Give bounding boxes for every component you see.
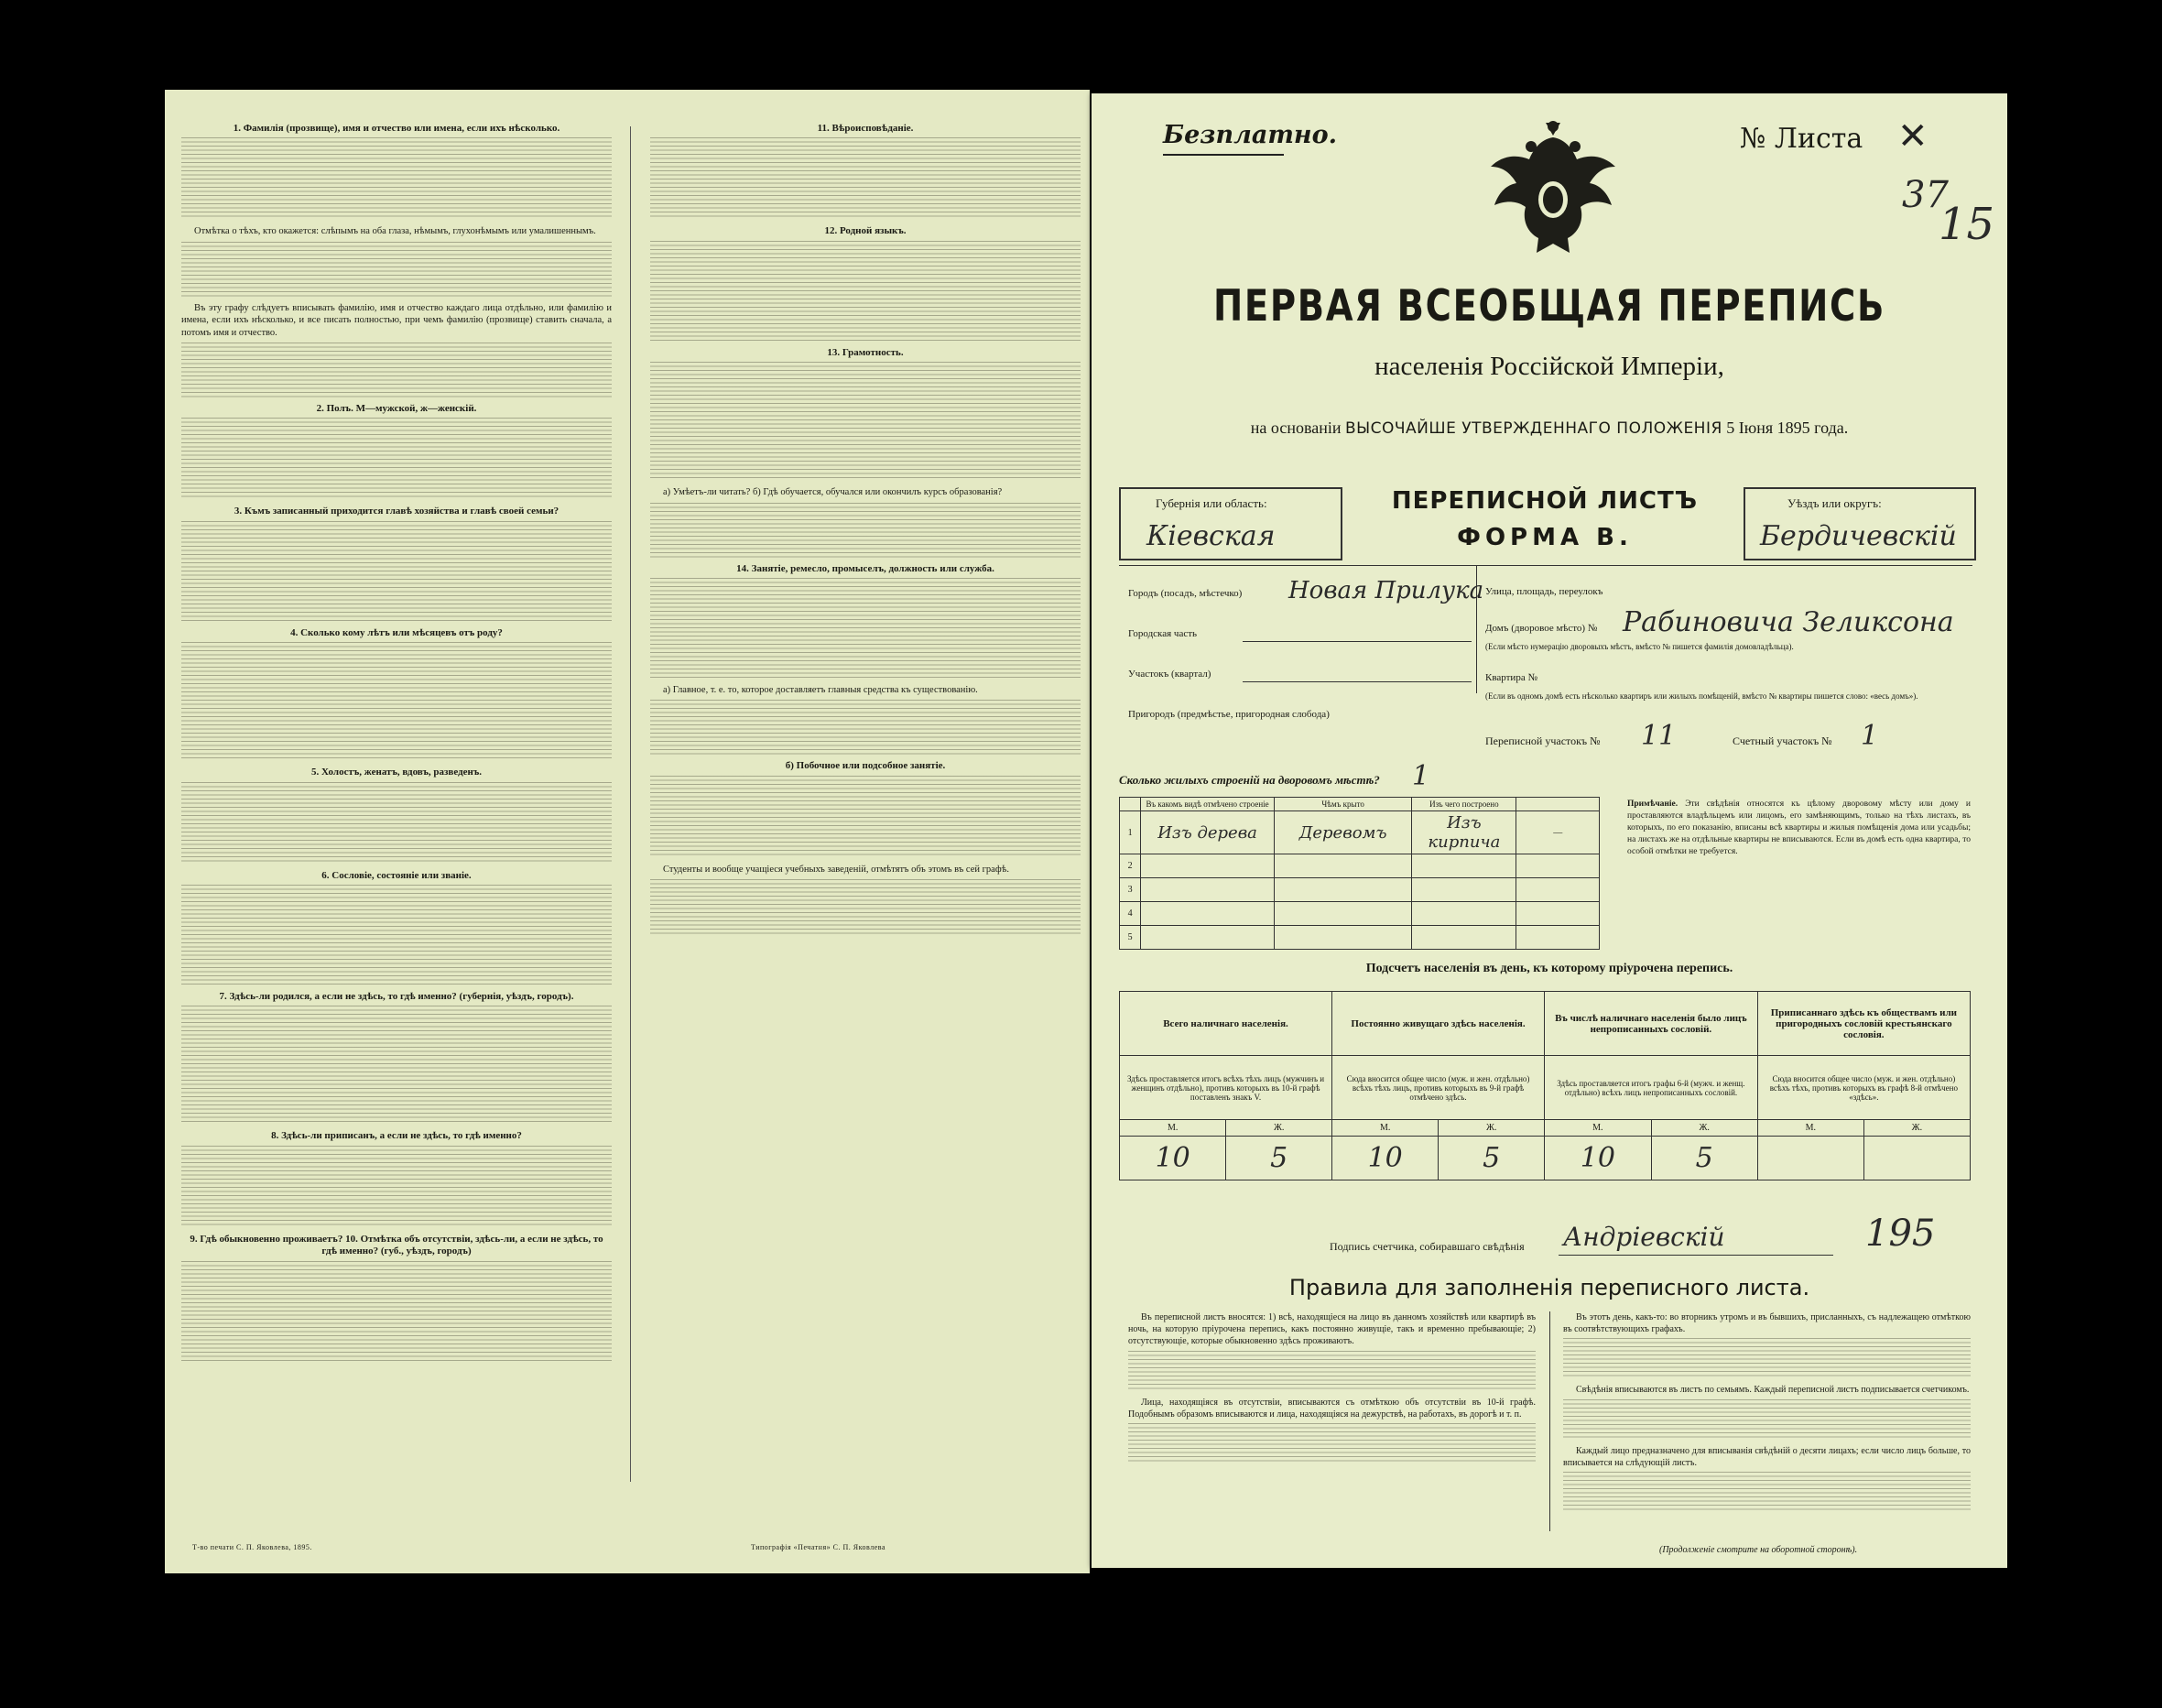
instruction-paragraph: а) Главное, т. е. то, которое доставляетъ главныя средства къ существованію.: [663, 685, 978, 696]
instruction-heading: 9. Гдѣ обыкновенно проживаетъ? 10. Отмѣтка объ отсутствіи, здѣсь-ли, а если не здѣсь, то гдѣ именно? (губ., уѣздъ, городъ): [190, 1233, 603, 1257]
dwelling-row: [1120, 854, 1600, 878]
count-header-3: Въ числѣ наличнаго населенія было лицъ непрописанныхъ сословій.: [1545, 992, 1758, 1056]
small-print-lines: [1563, 1399, 1971, 1440]
apt-label: Квартира №: [1485, 672, 1537, 683]
guberniya-value: Кіевская: [1146, 520, 1276, 552]
count-title: Подсчетъ населенія въ день, къ которому пріурочена перепись.: [1365, 962, 1733, 975]
dwelling-cell: Изъ дерева: [1141, 811, 1275, 854]
printer-note-left: Т-во печати С. П. Яковлева, 1895.: [192, 1543, 312, 1551]
instruction-heading: 13. Грамотность.: [827, 346, 904, 358]
small-print-lines: [181, 642, 612, 761]
small-print-lines: [650, 503, 1081, 558]
signature-value: Андріевскій: [1563, 1222, 1725, 1252]
dwelling-cell: Изъ кирпича: [1412, 811, 1516, 854]
dwelling-row-number: 2: [1120, 854, 1141, 878]
small-print-lines: [650, 137, 1081, 220]
dwellings-question: Сколько жилыхъ строеній на дворовомъ мѣстѣ?: [1119, 773, 1380, 787]
instruction-paragraph: Въ эту графу слѣдуетъ вписывать фамилію, имя и отчество каждаго лица отдѣльно, или фамилію и имена, если ихъ нѣсколько, и все писать полностью, при чемъ фамилію (прозвище) ставить сначала, а потомъ имя и отчество.: [181, 302, 612, 338]
dwelling-table: [1119, 797, 1600, 950]
handwritten-15: 15: [1939, 199, 1995, 250]
count-desc-4: Сюда вносится общее число (муж. и жен. отдѣльно) всѣхъ тѣхъ, противъ которыхъ въ графѣ 8-й отмѣчено «здѣсь».: [1757, 1056, 1970, 1120]
instruction-paragraph: Студенты и вообще учащіеся учебныхъ заведеній, отмѣтятъ объ этомъ въ сей графѣ.: [663, 864, 1009, 875]
male-header: М.: [1332, 1120, 1439, 1137]
guberniya-label: Губернія или область:: [1156, 496, 1267, 510]
count-header-2: Постоянно живущаго здѣсь населенія.: [1332, 992, 1545, 1056]
legal-basis: [1092, 419, 2007, 438]
apt-note: (Если въ одномъ домѣ есть нѣсколько квартиръ или жилыхъ помѣщеній, вмѣсто № квартиры пишется слово: «весь домъ»).: [1485, 691, 1918, 701]
dwelling-row-number: 3: [1120, 878, 1141, 902]
uezd-value: Бердичевскій: [1760, 520, 1957, 552]
female-header: Ж.: [1863, 1120, 1970, 1137]
count-desc-3: Здѣсь проставляется итогъ графы 6-й (мужч. и женщ. отдѣльно) всѣхъ лицъ непрописанныхъ сословій.: [1545, 1056, 1758, 1120]
dwellings-value: 1: [1412, 760, 1430, 792]
dwelling-row: [1120, 878, 1600, 902]
rules-title: Правила для заполненія переписного листа.: [1288, 1275, 1810, 1300]
count-header-4: Приписаннаго здѣсь къ обществамъ или пригородныхъ сословій крестьянскаго сословія.: [1757, 992, 1970, 1056]
instruction-paragraph: а) Умѣетъ-ли читать? б) Гдѣ обучается, обучался или окончилъ курсъ образованія?: [663, 487, 1003, 498]
instruction-heading: 12. Родной языкъ.: [824, 225, 907, 237]
small-print-lines: [181, 343, 612, 397]
count-desc-1: Здѣсь проставляется итогъ всѣхъ тѣхъ лицъ (мужчинъ и женщинъ отдѣльно), противъ которыхъ въ 10-й графѣ поставленъ знакъ V.: [1120, 1056, 1332, 1120]
dwelling-row-number: 5: [1120, 926, 1141, 950]
address-top-rule: [1119, 565, 1972, 566]
small-print-lines: [1128, 1351, 1536, 1391]
house-note: (Если мѣсто нумерацію дворовыхъ мѣстъ, вмѣсто № пишется фамилія домовладѣльца).: [1485, 642, 1794, 651]
rule-paragraph: Каждый лицо предназначено для вписыванія свѣдѣній о десяти лицахъ; если число лицъ больше, то вписывается на слѣдующій листъ.: [1563, 1445, 1971, 1468]
city-label: Городъ (посадъ, мѣстечко): [1128, 588, 1243, 599]
cross-mark-icon: ✕: [1897, 115, 1928, 158]
left-page-instructions: [165, 90, 1090, 1573]
instruction-heading: 5. Холостъ, женатъ, вдовъ, разведенъ.: [310, 767, 483, 778]
form-letter: ФОРМА В.: [1457, 524, 1633, 551]
dwelling-row-number: 1: [1120, 811, 1141, 854]
count-value: 5: [1226, 1137, 1332, 1180]
female-header: Ж.: [1226, 1120, 1332, 1137]
dwelling-header-2: Чѣмъ крыто: [1274, 798, 1411, 811]
basis-caps: ВЫСОЧАЙШЕ УТВЕРЖДЕННАГО ПОЛОЖЕНІЯ: [1344, 419, 1722, 438]
small-print-lines: [650, 362, 1081, 481]
small-print-lines: [650, 241, 1081, 342]
rule-paragraph: Въ переписной листъ вносятся: 1) всѣ, находящіеся на лицо въ данномъ хозяйствѣ или квартирѣ въ ночь, на которую пріурочена перепись, какъ постоянно живущіе, такъ и временно пребывающіе; 2) отсутствующіе, которые обыкновенно здѣсь проживаютъ.: [1128, 1312, 1536, 1347]
instruction-heading: 6. Сословіе, состояніе или званіе.: [321, 869, 472, 881]
instructions-column-2: [650, 117, 1081, 1518]
count-desc-2: Сюда вносится общее число (муж. и жен. отдѣльно) всѣхъ тѣхъ лицъ, противъ которыхъ въ 9-й графѣ отмѣчено здѣсь.: [1332, 1056, 1545, 1120]
basis-prefix: на основаніи: [1250, 419, 1342, 437]
small-print-lines: [650, 578, 1081, 679]
instruction-heading: 8. Здѣсь-ли приписанъ, а если не здѣсь, то гдѣ именно?: [271, 1130, 522, 1142]
suburb-label: Пригородъ (предмѣстье, пригородная слобода): [1128, 709, 1330, 720]
printer-note-right: Типографія «Печатня» С. П. Яковлева: [751, 1543, 885, 1551]
small-print-lines: [181, 137, 612, 220]
house-value: Рабиновича Зеликсона: [1623, 606, 1954, 638]
count-value: [1757, 1137, 1863, 1180]
dwelling-row-number: 4: [1120, 902, 1141, 926]
double-headed-eagle-icon: [1485, 119, 1621, 256]
male-header: М.: [1757, 1120, 1863, 1137]
dwelling-row: [1120, 926, 1600, 950]
counter-district-value: 1: [1861, 720, 1879, 752]
sheet-number-label: № Листа: [1740, 123, 1863, 155]
dwelling-header-1: Въ какомъ видѣ отмѣчено строеніе: [1141, 798, 1275, 811]
rules-continuation: (Продолженіе смотрите на оборотной сторонѣ).: [1659, 1545, 1858, 1555]
dwelling-note: [1627, 799, 1971, 858]
instruction-heading: 11. Вѣроисповѣданіе.: [817, 123, 914, 134]
dwelling-row: [1120, 902, 1600, 926]
small-print-lines: [181, 782, 612, 865]
instruction-paragraph: Отмѣтка о тѣхъ, кто окажется: слѣпымъ на оба глаза, нѣмымъ, глухонѣмымъ или умалишеннымъ.: [194, 226, 596, 237]
rules-divider: [1549, 1311, 1550, 1531]
rule-paragraph: Въ этотъ день, какъ-то: во вторникъ утромъ и въ бывшихъ, присланныхъ, съ надлежащею отмѣткою въ соотвѣтствующихъ графахъ.: [1563, 1312, 1971, 1335]
female-header: Ж.: [1439, 1120, 1545, 1137]
small-print-lines: [181, 885, 612, 985]
count-value: [1863, 1137, 1970, 1180]
instruction-heading: 7. Здѣсь-ли родился, а если не здѣсь, то гдѣ именно? (губернія, уѣздъ, городъ).: [219, 991, 574, 1003]
document-subtitle: населенія Россійской Имперіи,: [1374, 352, 1724, 381]
instruction-heading: 14. Занятіе, ремесло, промыселъ, должность или служба.: [736, 562, 994, 574]
right-page-census-form: [1092, 93, 2007, 1568]
male-header: М.: [1545, 1120, 1652, 1137]
census-district-value: 11: [1641, 720, 1677, 752]
small-print-lines: [181, 1146, 612, 1228]
count-value: 5: [1651, 1137, 1757, 1180]
signature-line: [1559, 1255, 1833, 1256]
handwritten-195: 195: [1865, 1213, 1936, 1255]
count-value: 5: [1439, 1137, 1545, 1180]
dwelling-cell: Деревомъ: [1274, 811, 1411, 854]
uezd-label: Уѣздъ или округъ:: [1787, 496, 1882, 510]
instruction-heading: 1. Фамилія (прозвище), имя и отчество или имена, если ихъ нѣсколько.: [233, 123, 560, 134]
free-label: Безплатно.: [1163, 121, 1338, 149]
counter-district-label: Счетный участокъ №: [1733, 734, 1832, 747]
note-label: Примѣчаніе.: [1627, 800, 1679, 809]
city-part-line: [1243, 641, 1472, 642]
small-print-lines: [650, 700, 1081, 755]
note-text: Эти свѣдѣнія относятся къ цѣлому дворовому мѣсту или дому и проставляются владѣльцемъ или лицомъ, его замѣняющимъ, только на тѣхъ листахъ, въ которыхъ, по его показанію, вписаны всѣ квартиры и жилыя помѣщенія дома или усадьбы; на листахъ же на отдѣльные квартиры не вписываются. Если въ домѣ есть одна квартира, то особой отмѣтки не требуется.: [1627, 800, 1972, 856]
street-label: Улица, площадь, переулокъ: [1485, 586, 1603, 597]
instruction-heading: 3. Къмъ записанный приходится главѣ хозяйства и главѣ своей семьи?: [234, 506, 560, 517]
count-value: 10: [1120, 1137, 1226, 1180]
rules-column-1: [1128, 1311, 1536, 1469]
rule-paragraph: Лица, находящіяся въ отсутствіи, вписываются съ отмѣткою объ отсутствіи въ 10-й графѣ. Подобнымъ образомъ вписываются и лица, находящіяся на дежурствѣ, на работахъ, въ дорогѣ и т. п.: [1128, 1397, 1536, 1420]
dwelling-header-3: Изъ чего построено: [1412, 798, 1516, 811]
small-print-lines: [181, 418, 612, 500]
male-header: М.: [1120, 1120, 1226, 1137]
house-label: Домъ (дворовое мѣсто) №: [1485, 623, 1598, 634]
census-district-label: Переписной участокъ №: [1485, 734, 1601, 747]
small-print-lines: [181, 521, 612, 622]
count-value: 10: [1332, 1137, 1439, 1180]
instruction-heading: б) Побочное или подсобное занятіе.: [785, 760, 946, 772]
rule-paragraph: Свѣдѣнія вписываются въ листъ по семьямъ. Каждый переписной листъ подписывается счетчикомъ.: [1576, 1385, 1970, 1396]
section-line: [1243, 681, 1472, 682]
signature-label: Подпись счетчика, собиравшаго свѣдѣнія: [1330, 1240, 1525, 1253]
female-header: Ж.: [1651, 1120, 1757, 1137]
count-header-1: Всего наличнаго населенія.: [1120, 992, 1332, 1056]
count-value: 10: [1545, 1137, 1652, 1180]
small-print-lines: [1563, 1472, 1971, 1512]
instructions-column-1: [181, 117, 612, 1518]
city-value: Новая Прилука: [1288, 577, 1484, 604]
rules-column-2: [1563, 1311, 1971, 1518]
column-divider: [630, 126, 631, 1482]
sheet-number-value: 37: [1902, 174, 1949, 216]
small-print-lines: [181, 242, 612, 297]
instruction-heading: 2. Полъ. М—мужской, ж—женскій.: [316, 403, 477, 415]
dwelling-row: 1 Изъ дерева Деревомъ Изъ кирпича —: [1120, 811, 1600, 854]
section-label: Участокъ (квартал): [1128, 669, 1211, 680]
form-title: ПЕРЕПИСНОЙ ЛИСТЪ: [1391, 487, 1699, 515]
small-print-lines: [181, 1006, 612, 1125]
free-underline: [1163, 154, 1284, 156]
basis-date: 5 Іюня 1895 года.: [1726, 419, 1849, 437]
small-print-lines: [1563, 1338, 1971, 1378]
small-print-lines: [1128, 1423, 1536, 1463]
document-title: ПЕРВАЯ ВСЕОБЩАЯ ПЕРЕПИСЬ: [1213, 281, 1885, 332]
instruction-heading: 4. Сколько кому лѣтъ или мѣсяцевъ отъ роду?: [290, 626, 503, 638]
small-print-lines: [181, 1261, 612, 1362]
small-print-lines: [650, 879, 1081, 934]
small-print-lines: [650, 776, 1081, 858]
city-part-label: Городская часть: [1128, 628, 1198, 639]
population-count-table: [1119, 991, 1971, 1180]
